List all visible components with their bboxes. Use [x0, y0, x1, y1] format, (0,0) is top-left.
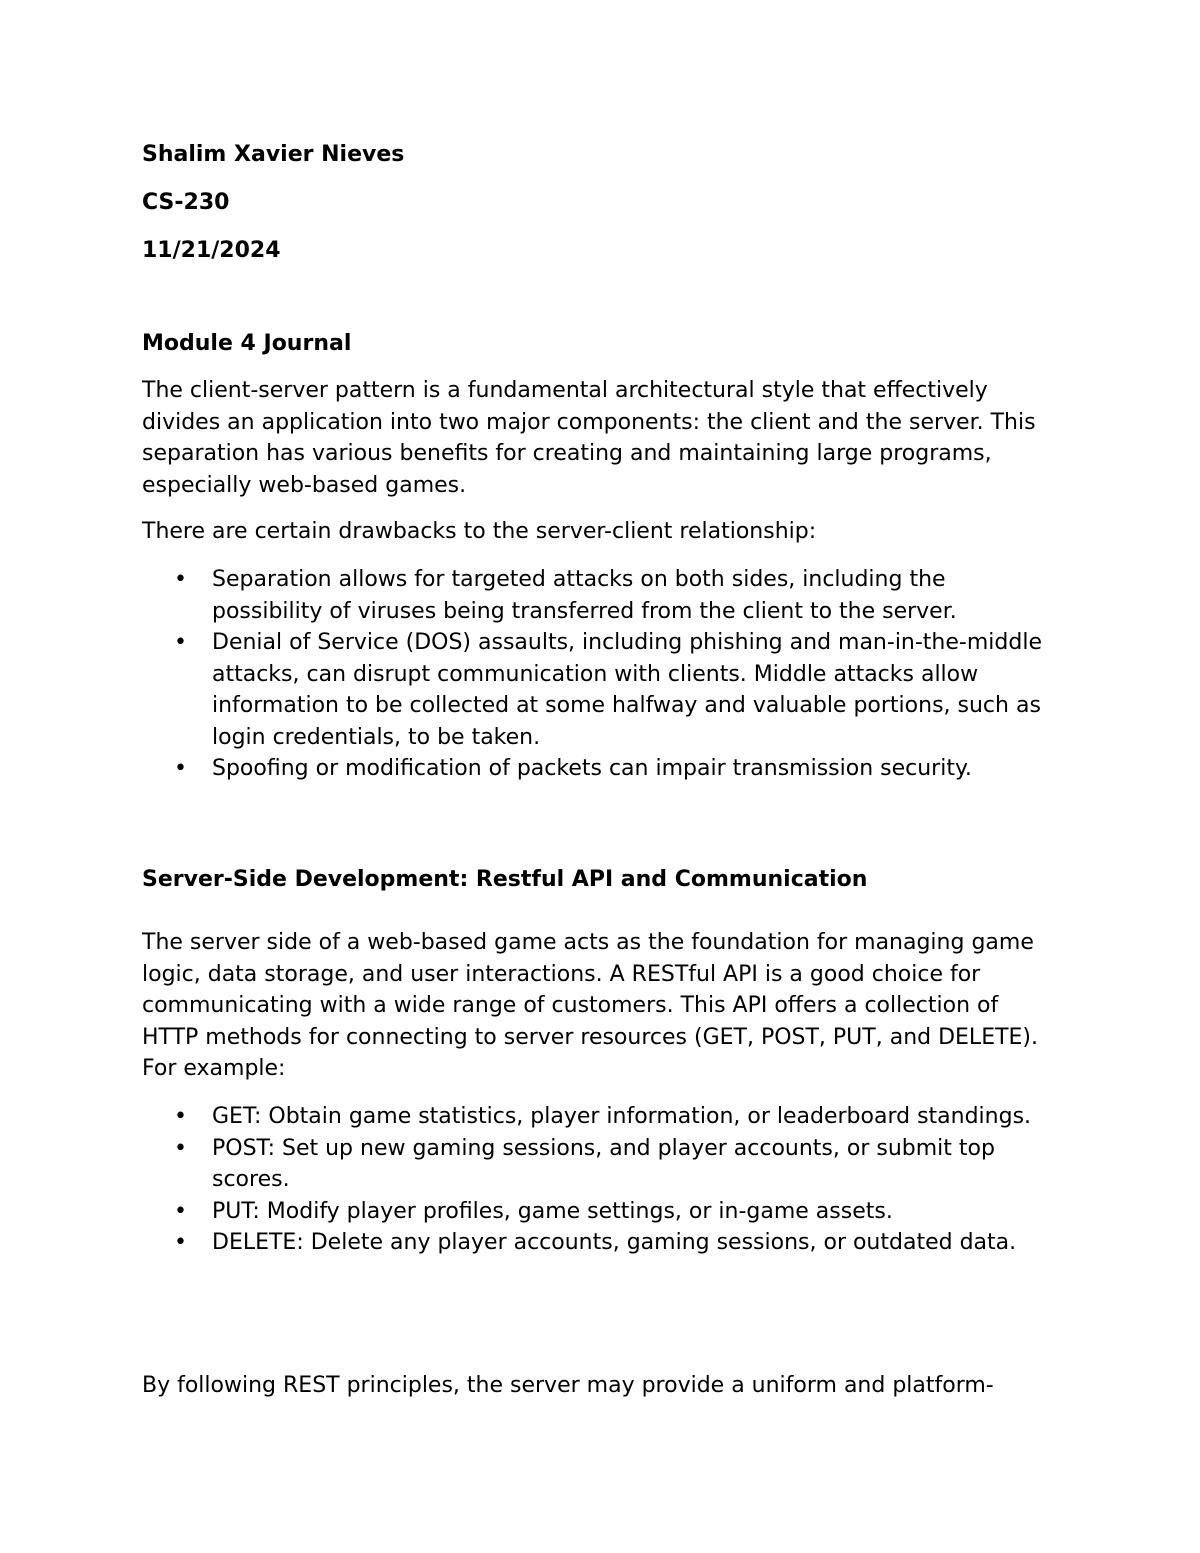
list-item-text: GET: Obtain game statistics, player information, or leaderboard standings. [212, 1104, 1032, 1129]
list-item [142, 564, 1057, 627]
list-item [142, 1101, 1057, 1133]
list-item [142, 627, 1057, 753]
list-item-text: PUT: Modify player profiles, game settings, or in-game assets. [212, 1198, 893, 1224]
course-code: CS-230 [142, 190, 230, 215]
http-methods-list [142, 1101, 1057, 1259]
list-item [142, 1227, 1057, 1259]
bullet-icon: • [174, 567, 187, 592]
bullet-icon: • [174, 756, 187, 781]
document-date: 11/21/2024 [142, 238, 281, 263]
server-side-paragraph: The server side of a web-based game acts as the foundation for managing game logic, data storage, and user interactions. A RESTful API is a good choice for communicating with a wide range of customers. This API offers a collection of HTTP methods for connecting to server resources (GET, POST, PUT, and DELETE). For example: [142, 930, 1039, 1081]
section-title-server-side-development: Server-Side Development: Restful API and Communication [142, 867, 868, 892]
list-item-text: Spoofing or modification of packets can impair transmission security. [212, 756, 972, 781]
list-item-text: Denial of Service (DOS) assaults, including phishing and man-in-the-middle attacks, can disrupt communication with clients. Middle attacks allow information to be collected at some halfway and valuable portions, such as login credentials, to be taken. [212, 630, 1042, 750]
drawbacks-intro-paragraph: There are certain drawbacks to the server-client relationship: [142, 519, 817, 544]
section-title-module-4-journal: Module 4 Journal [142, 331, 352, 356]
list-item-text: DELETE: Delete any player accounts, gaming sessions, or outdated data. [212, 1230, 1017, 1255]
intro-paragraph: The client-server pattern is a fundamental architectural style that effectively divides an application into two major components: the client and the server. This separation has various benefits for creating and maintaining large programs, especially web-based games. [142, 378, 1036, 498]
bullet-icon: • [174, 1230, 187, 1255]
list-item-text: Separation allows for targeted attacks on both sides, including the possibility of viruses being transferred from the client to the server. [212, 567, 957, 624]
list-item-text: POST: Set up new gaming sessions, and player accounts, or submit top scores. [212, 1135, 995, 1192]
bullet-icon: • [174, 1198, 187, 1224]
bullet-icon: • [174, 1104, 187, 1129]
list-item [142, 753, 1057, 785]
bullet-icon: • [174, 630, 187, 655]
list-item [142, 1133, 1057, 1196]
rest-principles-paragraph: By following REST principles, the server may provide a uniform and platform- [142, 1373, 994, 1398]
author-name: Shalim Xavier Nieves [142, 142, 405, 167]
bullet-icon: • [174, 1135, 187, 1161]
drawbacks-list [142, 564, 1057, 785]
list-item [142, 1196, 1057, 1228]
